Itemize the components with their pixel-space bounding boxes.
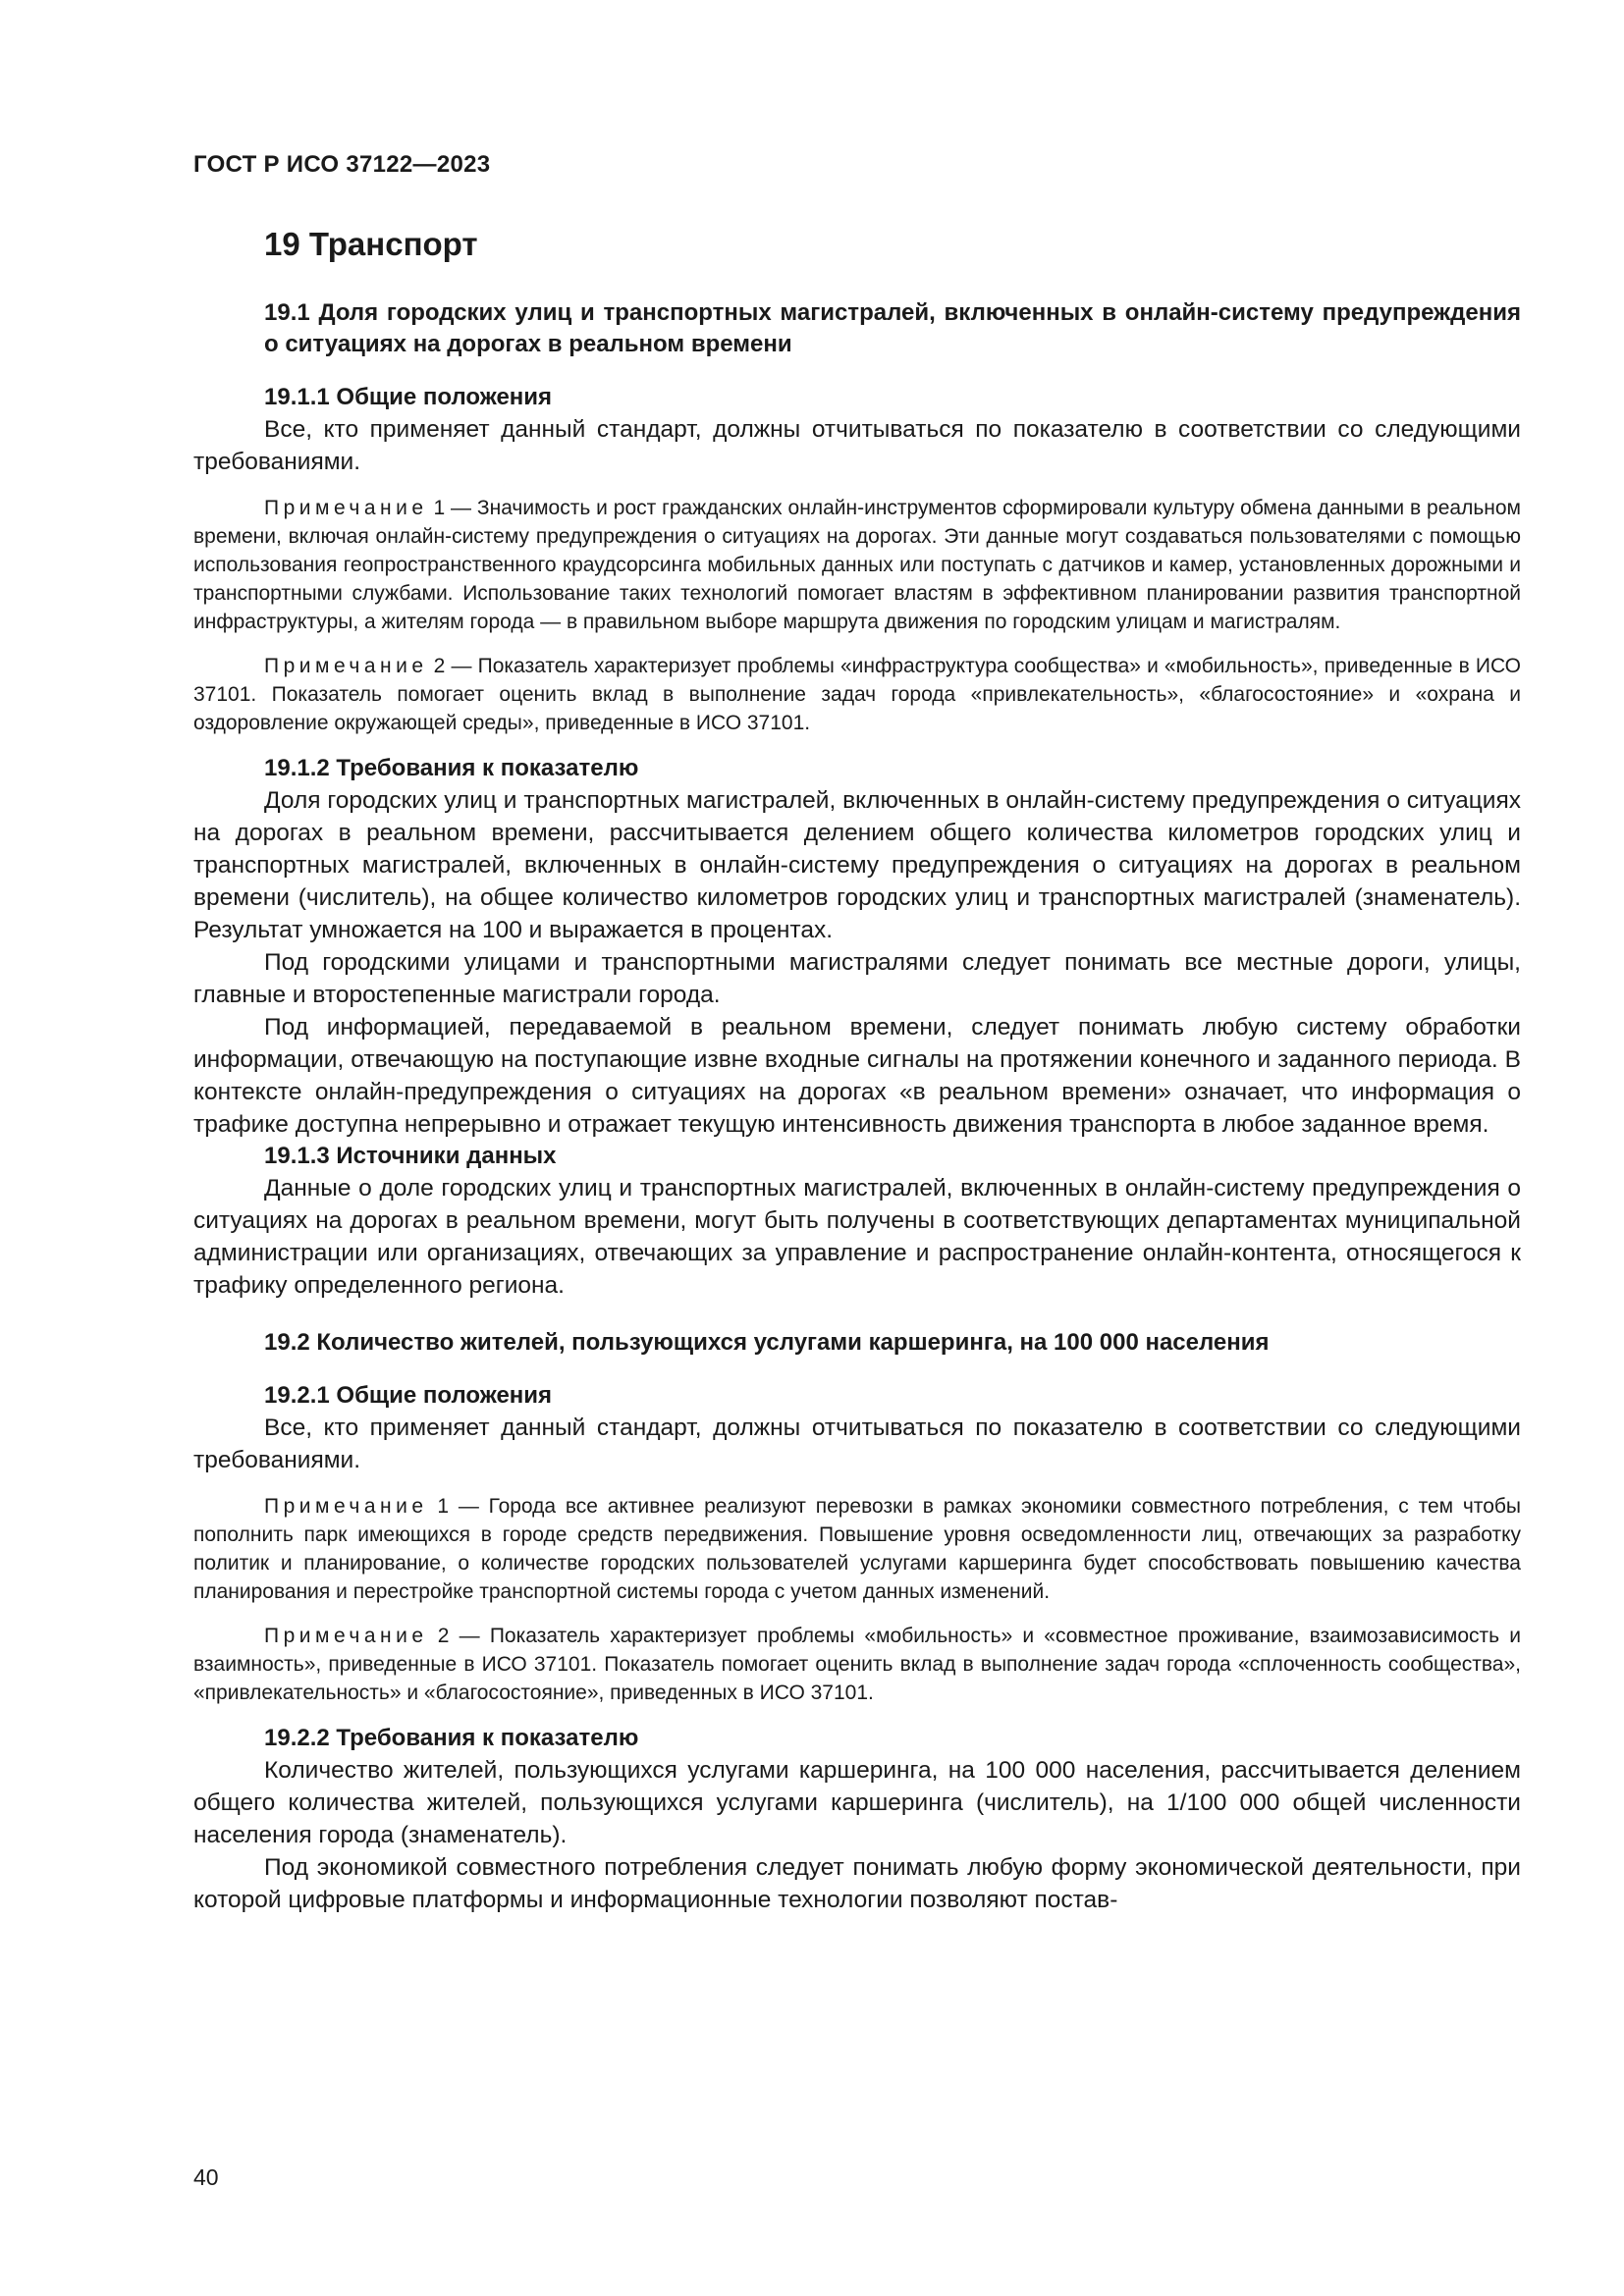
clause-19-2-2-title: 19.2.2 Требования к показателю — [264, 1725, 639, 1751]
clause-19-1-2-paragraph-2: Под городскими улицами и транспортными магистралями следует понимать все местные дороги, улицы, главные и второстепенные магистрали города. — [193, 949, 1521, 1008]
clause-19-1-3-title: 19.1.3 Источники данных — [264, 1143, 557, 1169]
page-number: 40 — [193, 2164, 219, 2190]
subsection-19-1-title: 19.1 Доля городских улиц и транспортных магистралей, включенных в онлайн-систему предупреждения о ситуациях на дорогах в реальном времени — [264, 299, 1521, 357]
note-label: Примечание — [264, 497, 428, 519]
clause-19-1-1-title: 19.1.1 Общие положения — [264, 384, 553, 410]
clause-19-2-1-paragraph: Все, кто применяет данный стандарт, должны отчитываться по показателю в соответствии со следующими требованиями. — [193, 1415, 1521, 1473]
note-label: Примечание — [264, 1495, 428, 1518]
clause-19-1-3-paragraph: Данные о доле городских улиц и транспортных магистралей, включенных в онлайн-систему предупреждения о ситуациях на дорогах в реальном времени, могут быть получены в соответствующих департаментах муниципальной администрации или организациях, отвечающих за управление и распространение онлайн-контента, относящегося к трафику определенного региона. — [193, 1175, 1521, 1299]
note-text: 1 — Города все активнее реализуют перевозки в рамках экономики совместного потребления, с тем чтобы пополнить парк имеющихся в городе средств передвижения. Повышение уровня осведомленности лиц, отвечающих за разработку политик и планирование, о количестве городских пользователей услугами каршеринга будет способствовать повышению качества планирования и перестройке транспортной системы города с учетом данных изменений. — [193, 1495, 1521, 1603]
note-text: 2 — Показатель характеризует проблемы «инфраструктура сообщества» и «мобильность», приведенные в ИСО 37101. Показатель помогает оценить вклад в выполнение задач города «привлекательность», «благосостояние» и «охрана и оздоровление окружающей среды», приведенные в ИСО 37101. — [193, 655, 1521, 734]
clause-19-1-1-paragraph: Все, кто применяет данный стандарт, должны отчитываться по показателю в соответствии со следующими требованиями. — [193, 416, 1521, 475]
clause-19-2-2-paragraph-1: Количество жителей, пользующихся услугами каршеринга, на 100 000 населения, рассчитывается делением общего количества жителей, пользующихся услугами каршеринга (числитель), на 1/100 000 общей численности населения города (знаменатель). — [193, 1757, 1521, 1848]
clause-19-2-2-paragraph-2: Под экономикой совместного потребления следует понимать любую форму экономической деятельности, при которой цифровые платформы и информационные технологии позволяют постав- — [193, 1854, 1521, 1913]
note-19-1-2 — [193, 652, 1521, 737]
note-text: 2 — Показатель характеризует проблемы «мобильность» и «совместное проживание, взаимозависимость и взаимность», приведенные в ИСО 37101. Показатель помогает оценить вклад в выполнение задач города «сплоченность сообщества», «привлекательность» и «благосостояние», приведенных в ИСО 37101. — [193, 1625, 1521, 1704]
clause-19-1-2-paragraph-1: Доля городских улиц и транспортных магистралей, включенных в онлайн-систему предупреждения о ситуациях на дорогах в реальном времени, рассчитывается делением общего количества километров городских улиц и транспортных магистралей, включенных в онлайн-систему предупреждения о ситуациях на дорогах в реальном времени (числитель), на общее количество километров городских улиц и транспортных магистралей (знаменатель). Результат умножается на 100 и выражается в процентах. — [193, 787, 1521, 943]
note-label: Примечание — [264, 655, 428, 677]
section-title: 19 Транспорт — [264, 226, 478, 262]
subsection-19-2-title: 19.2 Количество жителей, пользующихся услугами каршеринга, на 100 000 населения — [264, 1329, 1270, 1356]
document-header-code: ГОСТ Р ИСО 37122—2023 — [193, 151, 491, 178]
note-19-1-1 — [193, 494, 1521, 636]
note-19-2-1 — [193, 1492, 1521, 1606]
clause-19-1-2-paragraph-3: Под информацией, передаваемой в реальном времени, следует понимать любую систему обработки информации, отвечающую на поступающие извне входные сигналы на протяжении конечного и заданного периода. В контексте онлайн-предупреждения о ситуациях на дорогах «в реальном времени» означает, что информация о трафике доступна непрерывно и отражает текущую интенсивность движения транспорта в любое заданное время. — [193, 1014, 1521, 1138]
note-19-2-2 — [193, 1622, 1521, 1707]
clause-19-1-2-title: 19.1.2 Требования к показателю — [264, 755, 639, 781]
clause-19-2-1-title: 19.2.1 Общие положения — [264, 1382, 553, 1409]
note-text: 1 — Значимость и рост гражданских онлайн-инструментов сформировали культуру обмена данными в реальном времени, включая онлайн-систему предупреждения о ситуациях на дорогах. Эти данные могут создаваться пользователями с помощью использования геопространственного краудсорсинга мобильных данных или поступать с датчиков и камер, установленных дорожными и транспортными службами. Использование таких технологий помогает властям в эффективном планировании развития транспортной инфраструктуры, а жителям города — в правильном выборе маршрута движения по городским улицам и магистралям. — [193, 497, 1521, 633]
note-label: Примечание — [264, 1625, 428, 1647]
page-content — [193, 221, 1521, 1916]
